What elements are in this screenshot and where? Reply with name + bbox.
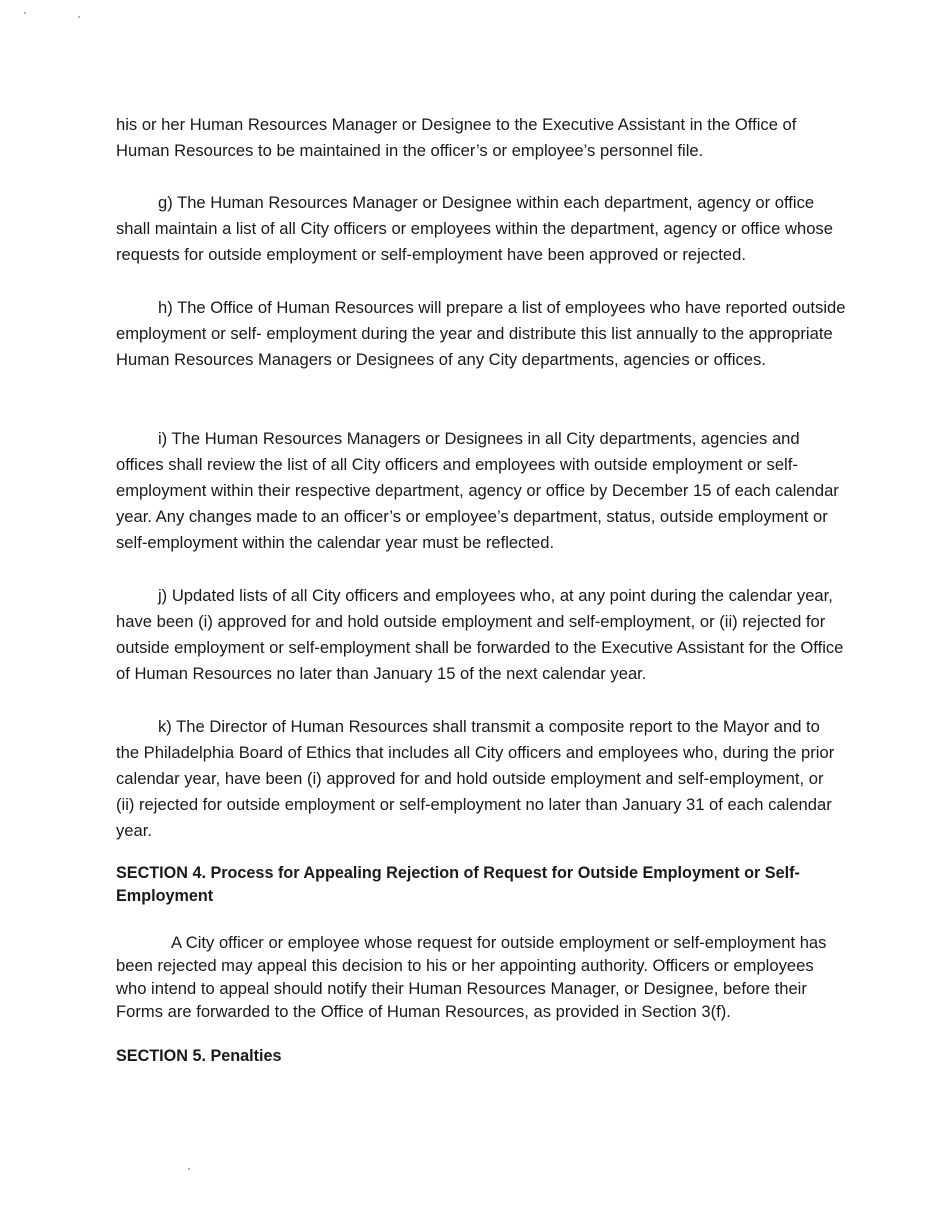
section-4-heading: SECTION 4. Process for Appealing Rejection of Request for Outside Employment or Self-Employment <box>116 864 800 905</box>
paragraph-h: h) The Office of Human Resources will prepare a list of employees who have reported outside employment or self- employment during the year and distribute this list annually to the appropriate Human Resources Managers or Designees of any City departments, agencies or offices. <box>116 298 846 369</box>
paragraph-i: i) The Human Resources Managers or Designees in all City departments, agencies and offices shall review the list of all City officers and employees with outside employment or self-employment within their respective department, agency or office by December 15 of each calendar year. Any changes made to an officer’s or employee’s department, status, outside employment or self-employment within the calendar year must be reflected. <box>116 429 839 552</box>
paragraph-k: k) The Director of Human Resources shall transmit a composite report to the Mayor and to the Philadelphia Board of Ethics that includes all City officers and employees who, during the prior calendar year, have been (i) approved for and hold outside employment and self-employment, or (ii) rejected for outside employment or self-employment no later than January 31 of each calendar year. <box>116 717 835 840</box>
section-4-body: A City officer or employee whose request for outside employment or self-employment has been rejected may appeal this decision to his or her appointing authority. Officers or employees who intend to appeal should notify their Human Resources Manager, or Designee, before their Forms are forwarded to the Office of Human Resources, as provided in Section 3(f). <box>116 933 827 1021</box>
paragraph-g: g) The Human Resources Manager or Designee within each department, agency or office shall maintain a list of all City officers or employees within the department, agency or office whose requests for outside employment or self-employment have been approved or rejected. <box>116 193 833 264</box>
paragraph-j: j) Updated lists of all City officers and employees who, at any point during the calendar year, have been (i) approved for and hold outside employment and self-employment, or (ii) rejected for outside employment or self-employment shall be forwarded to the Executive Assistant for the Office of Human Resources no later than January 15 of the next calendar year. <box>116 586 844 683</box>
paragraph-continuation: his or her Human Resources Manager or Designee to the Executive Assistant in the Office of Human Resources to be maintained in the officer’s or employee’s personnel file. <box>116 115 797 160</box>
scan-speck <box>78 16 80 18</box>
section-5-heading: SECTION 5. Penalties <box>116 1047 282 1065</box>
scan-speck <box>24 12 26 14</box>
scan-speck <box>188 1168 190 1170</box>
